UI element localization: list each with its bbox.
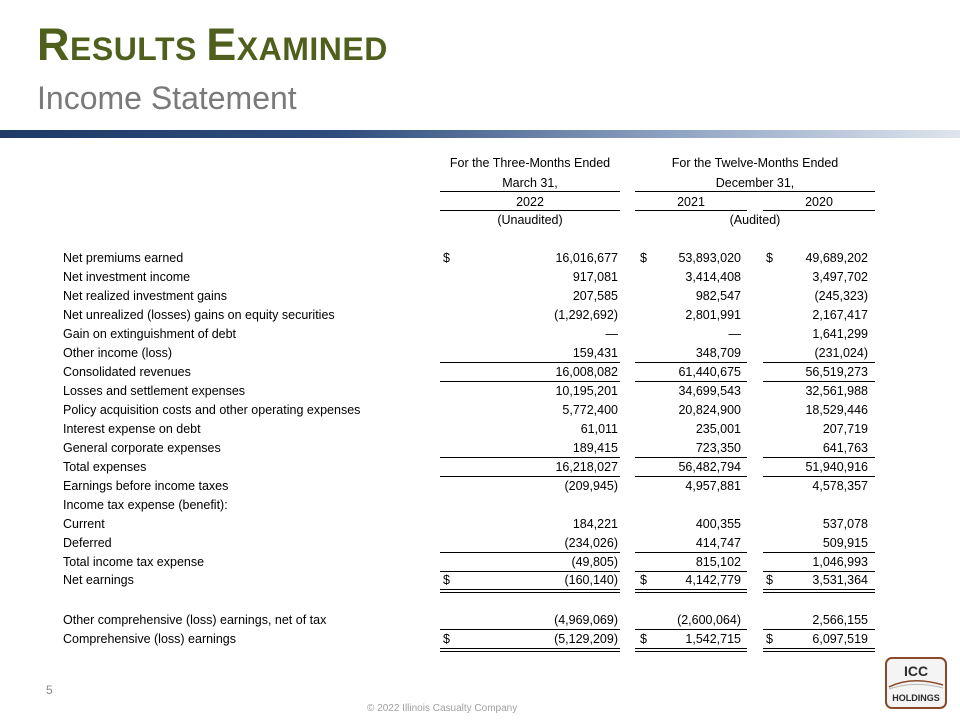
cell-2021: 53,893,020	[678, 251, 741, 265]
row-label: Comprehensive (loss) earnings	[63, 632, 236, 646]
cell-2022: (234,026)	[564, 536, 618, 550]
subtotal-rule	[763, 362, 875, 363]
row-label: Total income tax expense	[63, 555, 205, 569]
cell-2022: 917,081	[572, 270, 618, 284]
total-rule	[763, 571, 875, 572]
subtotal-rule	[763, 457, 875, 458]
row-label: Current	[63, 517, 105, 531]
cell-2021: 20,824,900	[678, 403, 741, 417]
cell-2021: —	[728, 327, 741, 341]
cell-2022: (1,292,692)	[554, 308, 618, 322]
logo-text-holdings: HOLDINGS	[892, 693, 940, 703]
cell-2022: 10,195,201	[555, 384, 618, 398]
total-rule	[635, 476, 747, 477]
double-rule	[763, 589, 875, 593]
col-group2-rule	[635, 191, 875, 192]
cell-2021: 348,709	[695, 346, 741, 360]
copyright-footer: © 2022 Illinois Casualty Company	[367, 703, 518, 714]
row-label: Gain on extinguishment of debt	[63, 327, 237, 341]
col-2020-year: 2020	[805, 195, 833, 209]
cell-2022: 61,011	[580, 422, 618, 436]
subtotal-rule	[763, 552, 875, 553]
total-rule	[440, 381, 620, 382]
row-label: Deferred	[63, 536, 112, 550]
logo-text-icc: ICC	[903, 663, 929, 679]
cell-2022: 16,008,082	[555, 365, 618, 379]
col-2021-year: 2021	[677, 195, 705, 209]
total-rule	[635, 571, 747, 572]
cell-2020: 3,497,702	[812, 270, 868, 284]
page-number: 5	[46, 683, 53, 697]
dollar-sign: $	[443, 573, 450, 587]
double-rule	[635, 648, 747, 652]
row-label: Earnings before income taxes	[63, 479, 229, 493]
dollar-sign: $	[640, 632, 647, 646]
title-rest-2: XAMINED	[236, 31, 388, 67]
col-2021-rule	[635, 210, 747, 211]
total-rule	[440, 571, 620, 572]
dollar-sign: $	[766, 251, 773, 265]
row-label: Losses and settlement expenses	[63, 384, 246, 398]
cell-2020: 1,046,993	[812, 555, 868, 569]
cell-2022: (160,140)	[564, 573, 618, 587]
subtotal-rule	[635, 552, 747, 553]
total-rule	[440, 476, 620, 477]
cell-2022: 159,431	[572, 346, 618, 360]
col-2020-rule	[763, 210, 875, 211]
cell-2021: 56,482,794	[678, 460, 741, 474]
title-cap-e: E	[206, 19, 237, 70]
cell-2020: 6,097,519	[812, 632, 868, 646]
cell-2020: 509,915	[822, 536, 868, 550]
row-label: Interest expense on debt	[63, 422, 201, 436]
col-group1-header-line1: For the Three-Months Ended	[449, 156, 611, 170]
row-label: General corporate expenses	[63, 441, 221, 455]
dollar-sign: $	[443, 251, 450, 265]
total-rule	[763, 476, 875, 477]
cell-2022: (209,945)	[564, 479, 618, 493]
cell-2021: 235,001	[695, 422, 741, 436]
col-2022-rule	[440, 210, 620, 211]
cell-2020: 537,078	[822, 517, 868, 531]
dollar-sign: $	[640, 573, 647, 587]
icc-holdings-logo	[885, 657, 947, 709]
col-2022-status: (Unaudited)	[497, 213, 563, 227]
cell-2021: 4,142,779	[685, 573, 741, 587]
col-2022-year: 2022	[516, 195, 544, 209]
cell-2020: 207,719	[822, 422, 868, 436]
cell-2021: 414,747	[695, 536, 741, 550]
cell-2020: 2,566,155	[812, 613, 868, 627]
cell-2021: 723,350	[695, 441, 741, 455]
cell-2020: 51,940,916	[805, 460, 868, 474]
cell-2020: (245,323)	[814, 289, 868, 303]
cell-2022: 5,772,400	[562, 403, 618, 417]
col-group2-header-line1: For the Twelve-Months Ended	[671, 156, 839, 170]
logo-swoosh-icon	[887, 677, 945, 691]
cell-2020: 641,763	[822, 441, 868, 455]
cell-2020: 56,519,273	[805, 365, 868, 379]
double-rule	[635, 589, 747, 593]
cell-2022: (4,969,069)	[554, 613, 618, 627]
cell-2021: 815,102	[695, 555, 741, 569]
double-rule	[440, 648, 620, 652]
subtotal-rule	[635, 362, 747, 363]
col-group2-header-line2: December 31,	[715, 176, 795, 190]
cell-2020: (231,024)	[814, 346, 868, 360]
double-rule	[440, 589, 620, 593]
cell-2020: 49,689,202	[805, 251, 868, 265]
cell-2021: 61,440,675	[678, 365, 741, 379]
col-group2-status: (Audited)	[729, 213, 781, 227]
row-label: Net investment income	[63, 270, 191, 284]
row-label: Income tax expense (benefit):	[63, 498, 228, 512]
cell-2021: 400,355	[695, 517, 741, 531]
row-label: Other income (loss)	[63, 346, 173, 360]
cell-2021: 4,957,881	[685, 479, 741, 493]
row-label: Net earnings	[63, 573, 134, 587]
cell-2020: 1,641,299	[812, 327, 868, 341]
slide-subtitle: Income Statement	[37, 80, 297, 116]
total-rule	[763, 381, 875, 382]
row-label: Net unrealized (losses) gains on equity securities	[63, 308, 335, 322]
cell-2021: 982,547	[695, 289, 741, 303]
cell-2021: 3,414,408	[685, 270, 741, 284]
cell-2022: —	[605, 327, 618, 341]
cell-2022: 16,218,027	[555, 460, 618, 474]
cell-2020: 2,167,417	[812, 308, 868, 322]
dollar-sign: $	[640, 251, 647, 265]
cell-2021: 2,801,991	[685, 308, 741, 322]
subtotal-rule	[440, 629, 620, 630]
total-rule	[635, 381, 747, 382]
subtotal-rule	[440, 362, 620, 363]
row-label: Consolidated revenues	[63, 365, 191, 379]
cell-2021: 1,542,715	[685, 632, 741, 646]
cell-2022: 189,415	[572, 441, 618, 455]
row-label: Total expenses	[63, 460, 147, 474]
cell-2020: 3,531,364	[812, 573, 868, 587]
title-cap-r: R	[37, 19, 70, 70]
cell-2021: 34,699,543	[678, 384, 741, 398]
cell-2022: 207,585	[572, 289, 618, 303]
row-label: Net realized investment gains	[63, 289, 227, 303]
cell-2020: 18,529,446	[805, 403, 868, 417]
double-rule	[763, 648, 875, 652]
subtotal-rule	[763, 629, 875, 630]
subtotal-rule	[440, 457, 620, 458]
subtotal-rule	[440, 552, 620, 553]
cell-2022: 16,016,677	[555, 251, 618, 265]
cell-2020: 4,578,357	[812, 479, 868, 493]
dollar-sign: $	[766, 573, 773, 587]
subtotal-rule	[635, 457, 747, 458]
dollar-sign: $	[766, 632, 773, 646]
dollar-sign: $	[443, 632, 450, 646]
cell-2022: 184,221	[572, 517, 618, 531]
col-group1-header-line2: March 31,	[502, 176, 558, 190]
row-label: Policy acquisition costs and other operating expenses	[63, 403, 361, 417]
col-group1-rule	[440, 191, 620, 192]
row-label: Other comprehensive (loss) earnings, net of tax	[63, 613, 327, 627]
cell-2021: (2,600,064)	[677, 613, 741, 627]
title-rest-1: ESULTS	[70, 31, 197, 67]
cell-2022: (49,805)	[571, 555, 618, 569]
cell-2022: (5,129,209)	[554, 632, 618, 646]
subtotal-rule	[635, 629, 747, 630]
cell-2020: 32,561,988	[805, 384, 868, 398]
row-label: Net premiums earned	[63, 251, 184, 265]
